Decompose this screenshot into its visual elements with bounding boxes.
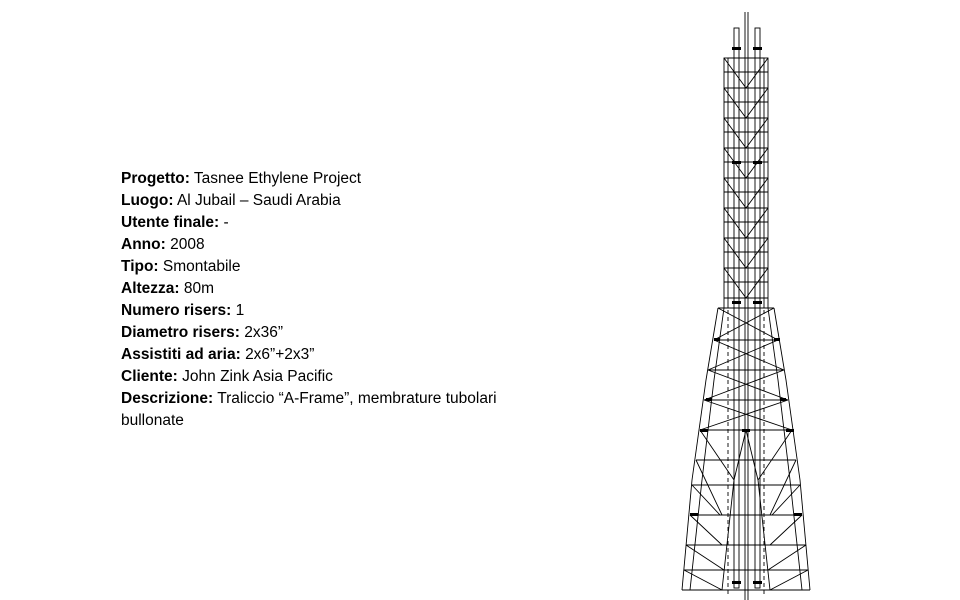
- project-info: [121, 168, 541, 432]
- field-label: Altezza:: [121, 280, 180, 297]
- field-tipo: [121, 256, 541, 278]
- field-value: 1: [235, 302, 245, 319]
- field-luogo: [121, 190, 541, 212]
- field-label: Anno:: [121, 236, 166, 253]
- field-label: Progetto:: [121, 170, 190, 187]
- platform-marks: [690, 47, 802, 584]
- field-label: Assistiti ad aria:: [121, 346, 241, 363]
- a-frame-bracing: [684, 308, 808, 590]
- field-label: Luogo:: [121, 192, 174, 209]
- field-utente-finale: [121, 212, 541, 234]
- field-value: 80m: [183, 280, 215, 297]
- field-value: Smontabile: [162, 258, 241, 275]
- field-label: Numero risers:: [121, 302, 232, 319]
- field-diametro-risers: [121, 322, 541, 344]
- upper-mast-bracing: [724, 58, 768, 298]
- a-frame-horizontals: [682, 308, 810, 590]
- field-value: Al Jubail – Saudi Arabia: [176, 192, 341, 209]
- tower-lines: [682, 12, 810, 600]
- upper-mast: [724, 58, 768, 308]
- field-altezza: [121, 278, 541, 300]
- a-frame-inner-right: [746, 430, 770, 590]
- field-progetto: [121, 168, 541, 190]
- field-label: Diametro risers:: [121, 324, 240, 341]
- field-value: John Zink Asia Pacific: [182, 368, 333, 385]
- field-numero-risers: [121, 300, 541, 322]
- field-label: Descrizione:: [121, 390, 214, 407]
- field-cliente: [121, 366, 541, 388]
- field-value: 2008: [170, 236, 205, 253]
- field-label: Utente finale:: [121, 214, 220, 231]
- a-frame-right-leg-inner: [768, 308, 802, 590]
- field-label: Tipo:: [121, 258, 159, 275]
- field-value: Tasnee Ethylene Project: [193, 170, 362, 187]
- field-descrizione: [121, 388, 541, 432]
- field-value: 2x36”: [244, 324, 283, 341]
- field-value: 2x6”+2x3”: [245, 346, 315, 363]
- field-value: Traliccio “A-Frame”, membrature tubolari bullonate: [121, 390, 497, 429]
- field-label: Cliente:: [121, 368, 178, 385]
- flare-tower-drawing: [670, 10, 830, 600]
- field-assistiti: [121, 344, 541, 366]
- field-value: -: [223, 214, 229, 231]
- dashed-column: [728, 310, 764, 595]
- upper-mast-inner: [728, 58, 764, 308]
- a-frame-left-leg-inner: [690, 308, 724, 590]
- field-anno: [121, 234, 541, 256]
